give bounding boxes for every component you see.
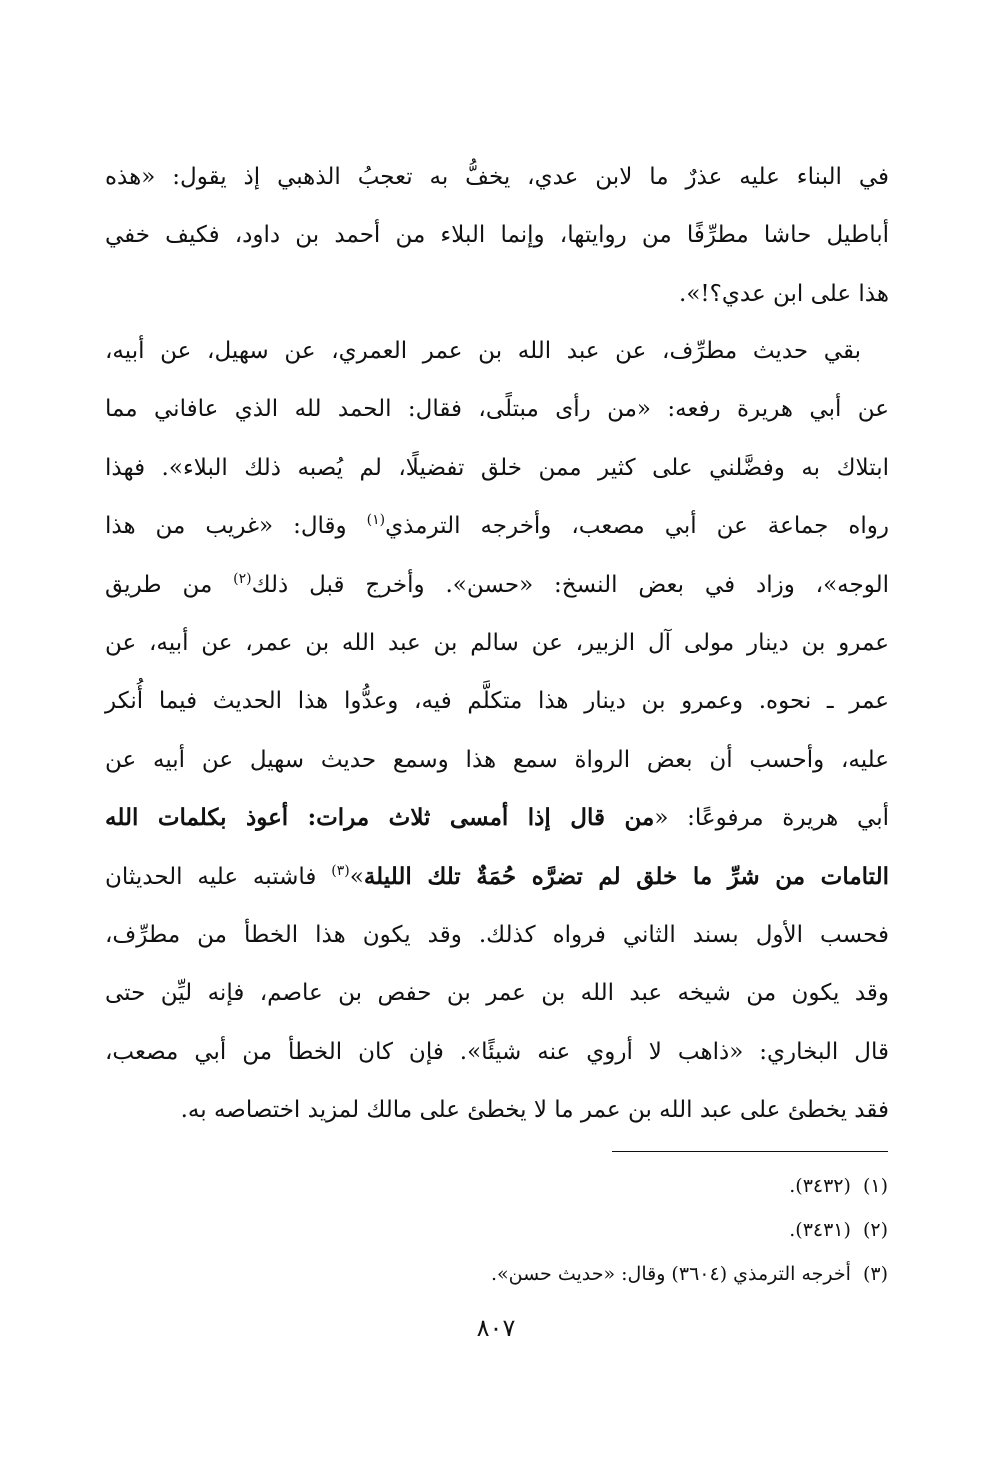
text-line bbox=[105, 848, 889, 906]
footnote-3 bbox=[188, 1252, 888, 1296]
text-segment: أبي هريرة مرفوعًا: « bbox=[654, 805, 889, 832]
text-line: هذا على ابن عدي؟!». bbox=[679, 280, 889, 307]
bold-hadith-text: من قال إذا أمسى ثلاث مرات: أعوذ بكلمات الله bbox=[105, 804, 655, 832]
footnotes bbox=[188, 1164, 888, 1296]
text-line: قال البخاري: «ذاهب لا أروي عنه شيئًا». فإن كان الخطأ من أبي مصعب، bbox=[105, 1038, 889, 1065]
bold-hadith-text: التامات من شرِّ ما خلق لم تضرَّه حُمَةٌ تلك الليلة bbox=[363, 862, 889, 890]
text-line: عمرو بن دينار مولى آل الزبير، عن سالم بن عبد الله بن عمر، عن أبيه، عن bbox=[105, 629, 889, 656]
footnote-number: (٣) bbox=[862, 1263, 888, 1285]
text-segment: وقال: «غريب من هذا bbox=[105, 513, 367, 540]
text-line bbox=[105, 789, 889, 847]
footnote-text: (٣٤٣١). bbox=[789, 1219, 851, 1241]
text-line: وقد يكون من شيخه عبد الله بن عمر بن حفص بن عاصم، فإنه ليِّن حتى bbox=[105, 980, 889, 1007]
text-line: عن أبي هريرة رفعه: «من رأى مبتلًى، فقال: الحمد لله الذي عافاني مما bbox=[105, 396, 889, 423]
text-line: عليه، وأحسب أن بعض الرواة سمع هذا وسمع حديث سهيل عن أبيه عن bbox=[105, 746, 889, 773]
text-line: في البناء عليه عذرٌ ما لابن عدي، يخفُّ به تعجبُ الذهبي إذ يقول: «هذه bbox=[105, 164, 889, 190]
text-line: فقد يخطئ على عبد الله بن عمر ما لا يخطئ على مالك لمزيد اختصاصه به. bbox=[180, 1097, 889, 1124]
paragraph-2 bbox=[105, 322, 889, 1139]
text-line: بقي حديث مطرِّف، عن عبد الله بن عمر العمري، عن سهيل، عن أبيه، bbox=[105, 338, 861, 364]
text-line bbox=[105, 497, 889, 555]
text-line: أباطيل حاشا مطرِّفًا من روايتها، وإنما البلاء من أحمد بن داود، فكيف خفي bbox=[105, 222, 889, 249]
text-line: عمر ـ نحوه. وعمرو بن دينار هذا متكلَّم فيه، وعدُّوا هذا الحديث فيما أُنكر bbox=[105, 688, 889, 715]
footnote-2 bbox=[188, 1208, 888, 1252]
footnote-ref-2: (٢) bbox=[233, 570, 252, 587]
footnote-text: أخرجه الترمذي (٣٦٠٤) وقال: «حديث حسن». bbox=[490, 1263, 851, 1285]
text-line bbox=[105, 556, 889, 614]
text-segment: فاشتبه عليه الحديثان bbox=[105, 863, 332, 890]
footnote-ref-3: (٣) bbox=[331, 862, 350, 879]
text-segment: الوجه»، وزاد في بعض النسخ: «حسن». وأخرج قبل ذلك bbox=[251, 571, 890, 598]
text-line: فحسب الأول بسند الثاني فرواه كذلك. وقد يكون هذا الخطأ من مطرِّف، bbox=[105, 921, 889, 948]
text-segment: رواه جماعة عن أبي مصعب، وأخرجه الترمذي bbox=[385, 513, 889, 540]
text-segment: » bbox=[349, 863, 364, 890]
text-segment: من طريق bbox=[105, 571, 234, 598]
footnote-ref-1: (١) bbox=[366, 512, 386, 529]
paragraph-1 bbox=[105, 148, 889, 323]
page-number: ٨٠٧ bbox=[476, 1314, 516, 1342]
footnote-1 bbox=[188, 1164, 888, 1208]
footnote-separator bbox=[612, 1151, 888, 1152]
text-line: ابتلاك به وفضَّلني على كثير ممن خلق تفضيلًا، لم يُصبه ذلك البلاء». فهذا bbox=[105, 454, 889, 481]
footnote-number: (٢) bbox=[862, 1219, 888, 1241]
footnote-number: (١) bbox=[862, 1175, 888, 1197]
footnote-text: (٣٤٣٢). bbox=[789, 1175, 851, 1197]
